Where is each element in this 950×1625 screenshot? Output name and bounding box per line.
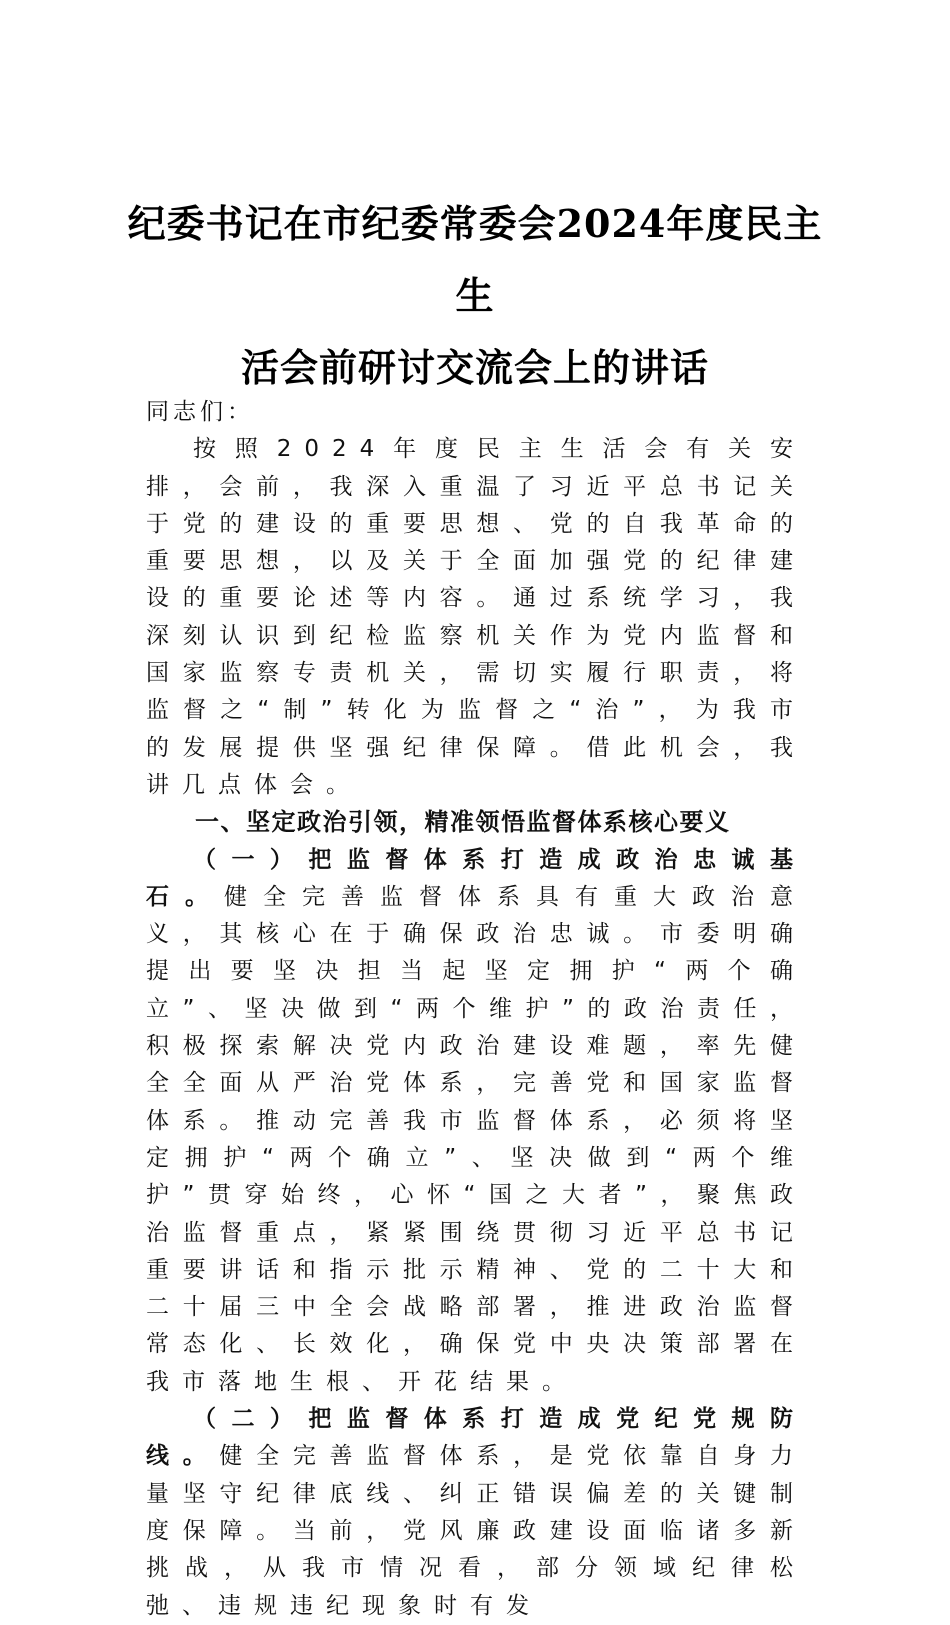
subsection-2-text: 健全完善监督体系，是党依靠自身力量坚守纪律底线、纠正错误偏差的关键制度保障。当前，党风廉政建设面临诸多新挑战，从我市情况看，部分领域纪律松弛、违规违纪现象时有发 <box>146 1443 807 1619</box>
document-body <box>146 394 806 1625</box>
subsection-1-paragraph <box>146 842 806 1401</box>
subsection-1-text: 健全完善监督体系具有重大政治意义，其核心在于确保政治忠诚。市委明确提出要坚决担当起坚定拥护“两个确立”、坚决做到“两个维护”的政治责任，积极探索解决党内政治建设难题，率先健全全面从严治党体系，完善党和国家监督体系。推动完善我市监督体系，必须将坚定拥护“两个确立”、坚决做到“两个维护”贯穿始终，心怀“国之大者”，聚焦政治监督重点，紧紧围绕贯彻习近平总书记重要讲话和指示批示精神、党的二十大和二十届三中全会战略部署，推进政治监督常态化、长效化，确保党中央决策部署在我市落地生根、开花结果。 <box>146 883 806 1395</box>
title-line-2: 活会前研讨交流会上的讲话 <box>240 345 709 390</box>
title-line-1: 纪委书记在市纪委常委会2024年度民主生 <box>127 201 823 318</box>
document-title <box>120 188 830 404</box>
section-heading-1: 一、坚定政治引领，精准领悟监督体系核心要义 <box>195 808 731 837</box>
subsection-1-lead: （一）把监督体系打造成政治忠诚基石。 <box>146 846 806 910</box>
salutation: 同志们： <box>146 399 254 425</box>
intro-paragraph: 按照2024年度民主生活会有关安排，会前，我深入重温了习近平总书记关于党的建设的重要思想、党的自我革命的重要思想，以及关于全面加强党的纪律建设的重要论述等内容。通过系统学习，我深刻认识到纪检监察机关作为党内监督和国家监察专责机关，需切实履行职责，将监督之“制”转化为监督之“治”，为我市的发展提供坚强纪律保障。借此机会，我讲几点体会。 <box>146 436 806 798</box>
subsection-2-lead: （二）把监督体系打造成党纪党规防线。 <box>146 1406 806 1470</box>
subsection-2-paragraph <box>146 1401 806 1625</box>
